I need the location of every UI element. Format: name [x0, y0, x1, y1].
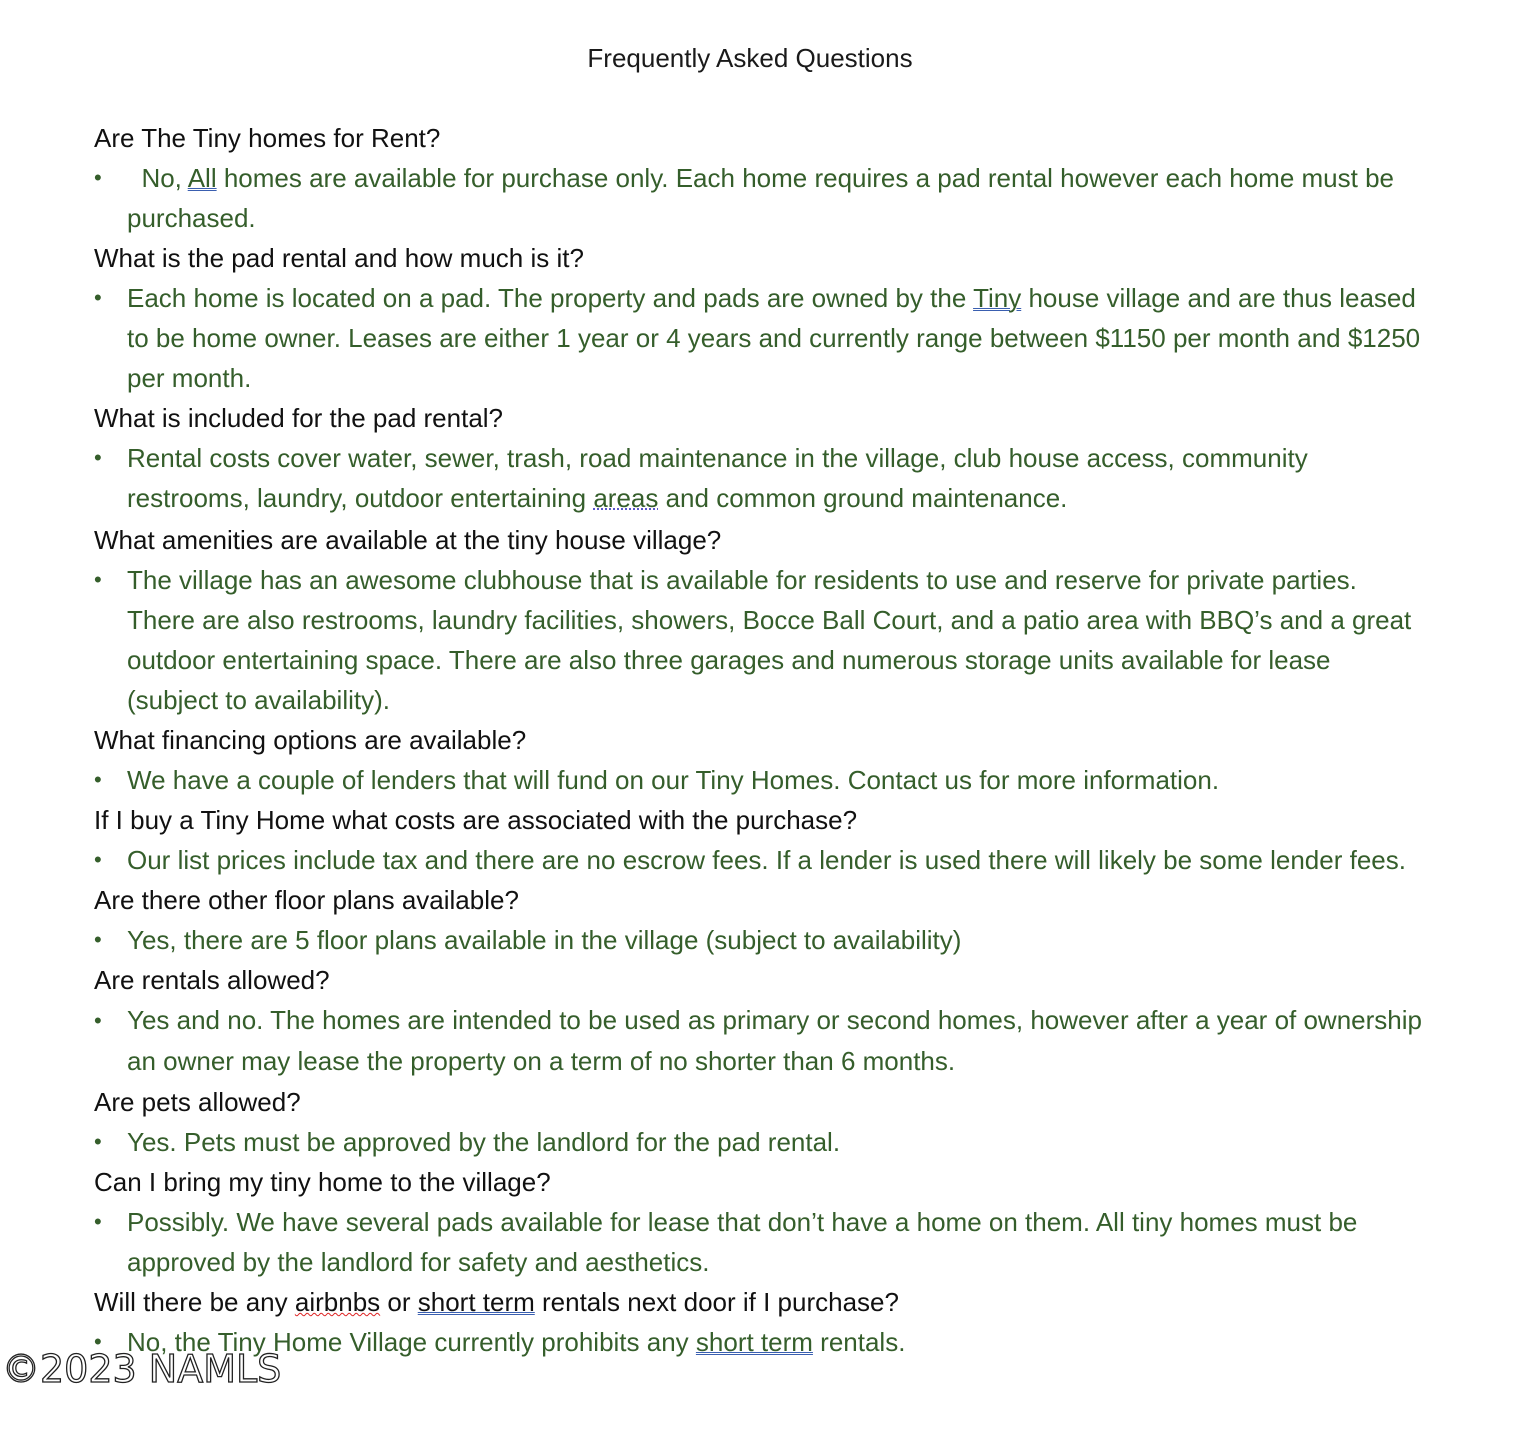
answer-text: We have a couple of lenders that will fund on our Tiny Homes. Contact us for more information. [127, 765, 1220, 795]
faq-answer [94, 760, 1424, 800]
faq-answer [94, 920, 1424, 960]
faq-question: Are pets allowed? [94, 1087, 301, 1117]
faq-answer [94, 1000, 1424, 1082]
answer-text: Yes and no. The homes are intended to be used as primary or second homes, however after a year of ownership an owner may lease the property on a term of no shorter than 6 months. [127, 1005, 1422, 1076]
bullet: • [94, 445, 102, 470]
bullet: • [94, 285, 102, 310]
grammar-underlined-phrase: short term [695, 1327, 813, 1357]
grammar-underlined-phrase: short term [417, 1287, 535, 1317]
copyright-watermark: ©2023 NAMLS [2, 1347, 282, 1391]
spellcheck-underlined-word: airbnbs [294, 1287, 381, 1317]
bullet: • [94, 1129, 102, 1154]
answer-text: Yes, there are 5 floor plans available in the village (subject to availability) [127, 925, 962, 955]
answer-text: Rental costs cover water, sewer, trash, road maintenance in the village, club house access, community restrooms, laundry, outdoor entertaining [127, 443, 1308, 513]
bullet: • [94, 847, 102, 872]
faq-question: What financing options are available? [94, 725, 527, 755]
answer-text: and common ground maintenance. [658, 483, 1068, 513]
answer-underlined-word: Tiny [973, 283, 1022, 313]
faq-question: Are there other floor plans available? [94, 885, 519, 915]
answer-text: Each home is located on a pad. The property and pads are owned by the [127, 283, 974, 313]
answer-text: house village and are thus leased to be home owner. Leases are either 1 year or 4 years and currently range between $1150 per month and $1250 per month. [127, 283, 1421, 393]
bullet: • [94, 1329, 102, 1354]
faq-answer [94, 1202, 1424, 1282]
faq-question: Are The Tiny homes for Rent? [94, 123, 441, 153]
faq-question: What is the pad rental and how much is it? [94, 243, 584, 273]
page-title: Frequently Asked Questions [587, 43, 913, 73]
answer-text: Our list prices include tax and there are no escrow fees. If a lender is used there will likely be some lender fees. [127, 845, 1406, 875]
faq-question: What is included for the pad rental? [94, 403, 504, 433]
faq-question: If I buy a Tiny Home what costs are associated with the purchase? [94, 805, 858, 835]
bullet: • [94, 927, 102, 952]
faq-answer [94, 158, 1424, 238]
faq-answer [94, 1322, 1424, 1362]
faq-answer [94, 278, 1424, 398]
faq-question: Can I bring my tiny home to the village? [94, 1167, 551, 1197]
answer-text: Yes. Pets must be approved by the landlord for the pad rental. [127, 1127, 841, 1157]
faq-answer [94, 438, 1424, 518]
question-text: rentals next door if I purchase? [534, 1287, 899, 1317]
faq-list [94, 118, 1424, 1362]
faq-question [94, 1282, 1424, 1322]
answer-text: homes are available for purchase only. Each home requires a pad rental however each home must be purchased. [127, 163, 1395, 233]
bullet: • [94, 1209, 102, 1234]
question-text: or [380, 1287, 418, 1317]
bullet: • [94, 165, 102, 190]
question-text: Will there be any [94, 1287, 295, 1317]
answer-text: No, the Tiny Home Village currently prohibits any [127, 1327, 696, 1357]
bullet: • [94, 767, 102, 792]
bullet: • [94, 567, 102, 592]
answer-text: Possibly. We have several pads available for lease that don’t have a home on them. All tiny homes must be approved by the landlord for safety and aesthetics. [127, 1207, 1358, 1277]
faq-answer [94, 560, 1424, 720]
faq-answer [94, 840, 1424, 880]
answer-underlined-word: All [187, 163, 217, 193]
answer-text: rentals. [812, 1327, 906, 1357]
answer-underlined-word: areas [593, 483, 659, 513]
bullet: • [94, 1008, 102, 1033]
faq-question: Are rentals allowed? [94, 965, 330, 995]
faq-question: What amenities are available at the tiny house village? [94, 525, 722, 555]
answer-text: No, [127, 163, 188, 193]
faq-answer [94, 1122, 1424, 1162]
answer-text: The village has an awesome clubhouse that is available for residents to use and reserve for private parties. There are also restrooms, laundry facilities, showers, Bocce Ball Court, and a patio area with BBQ’s and a great outdoor entertaining space. There are also three garages and numerous storage units available for lease (subject to availability). [127, 565, 1412, 715]
